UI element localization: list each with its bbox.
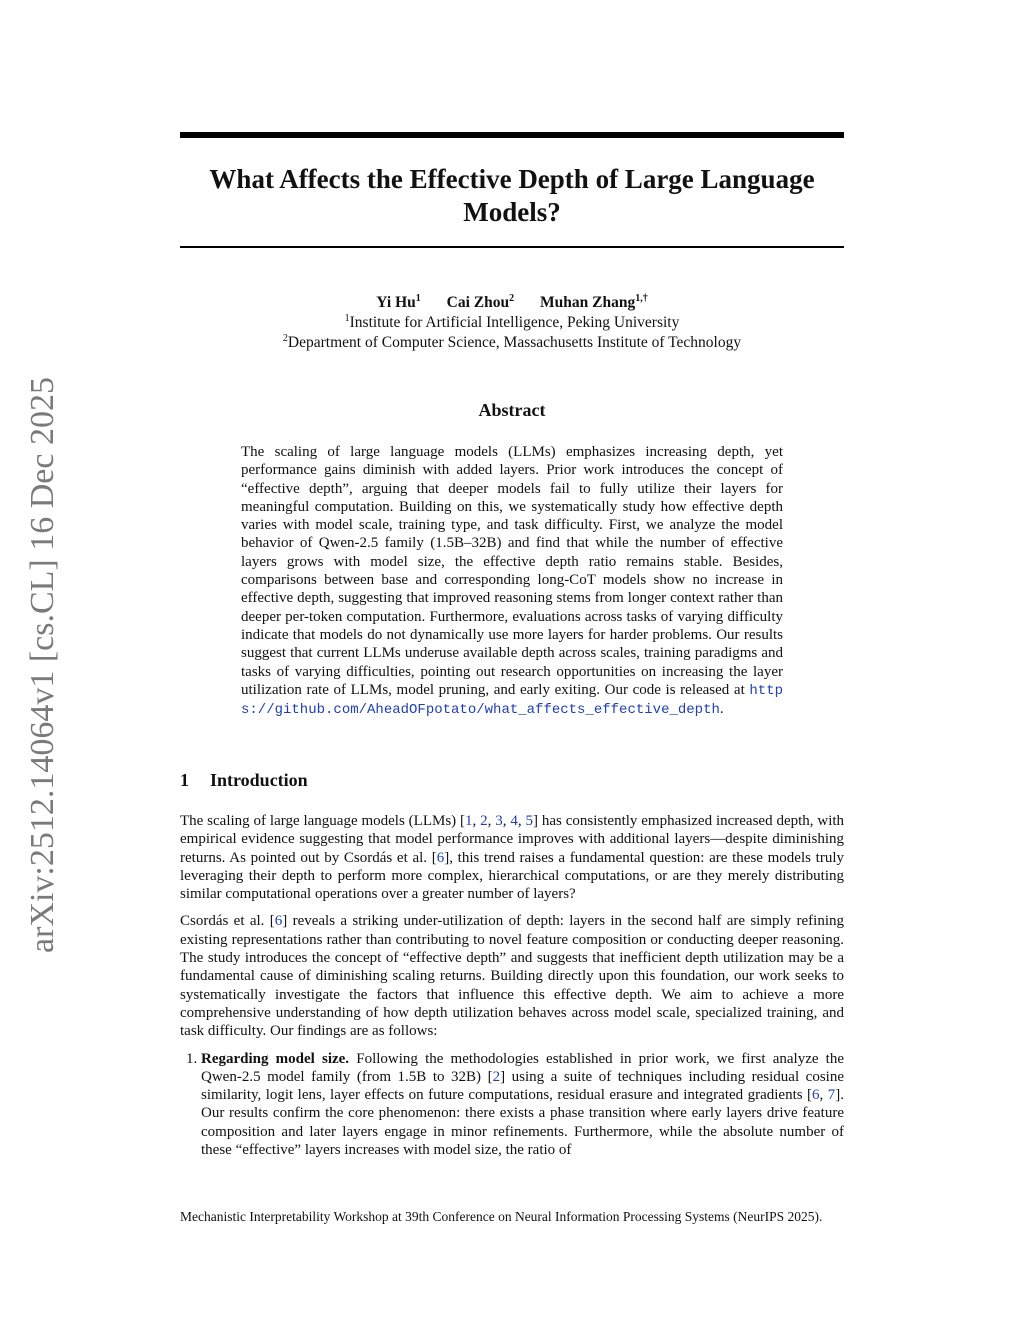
citation-link[interactable]: 6	[812, 1087, 820, 1104]
author-list	[180, 293, 844, 313]
abstract-heading: Abstract	[478, 400, 546, 420]
list-item-label: Regarding model size.	[201, 1050, 350, 1067]
paper-title	[160, 163, 864, 229]
title-top-rule	[180, 132, 844, 138]
code-repository-link[interactable]: https://github.com/AheadOFpotato/what_affects_effective_depth	[241, 682, 783, 719]
arxiv-sidebar-stamp: arXiv:2512.14064v1 [cs.CL] 16 Dec 2025	[24, 377, 61, 954]
introduction-body	[180, 812, 844, 1159]
section-heading	[180, 770, 308, 791]
citation-link[interactable]: 2	[480, 813, 488, 829]
citation-link[interactable]: 2	[492, 1068, 501, 1085]
findings-list	[180, 1050, 844, 1160]
author-block	[180, 293, 844, 353]
citation-link[interactable]: 6	[436, 849, 445, 866]
citation-link[interactable]: 6	[274, 913, 283, 930]
author: Yi Hu$^1$	[376, 292, 421, 311]
title-line-1: What Affects the Effective Depth of Large Language	[209, 164, 815, 194]
abstract-text: The scaling of large language models (LLMs) emphasizes increasing depth, yet performance gains diminish with added layers. Prior work introduces the concept of “effective depth”, arguing that deeper models fail to fully utilize their layers for meaningful computation. Building on this, we systematically study how effective depth varies with model scale, training type, and task difficulty. First, we analyze the model behavior of Qwen-2.5 family (1.5B–32B) and find that while the number of effective layers grows with model size, the effective depth ratio remains stable. Besides, comparisons between base and corresponding long-CoT models show no increase in effective depth, suggesting that improved reasoning stems from longer context rather than deeper per-token computation. Furthermore, evaluations across tasks of varying difficulty indicate that models do not dynamically use more layers for harder problems. Our results suggest that current LLMs underuse available depth across scales, training paradigms and tasks of varying difficulties, pointing out research opportunities on increasing the layer utilization rate of LLMs, model pruning, and early exiting. Our code is released at https://github.com/AheadOFpotato/what_affects_effective_depth.	[241, 444, 783, 719]
title-bottom-rule	[180, 246, 844, 248]
citation-link[interactable]: 3	[495, 813, 503, 829]
title-line-2: Models?	[463, 197, 561, 227]
list-item: 1. Regarding model size. Following the methodologies established in prior work, we first analyze the Qwen-2.5 model family (from 1.5B to 32B) [2] using a suite of techniques including residual cosine similarity, logit lens, layer effects on future computations, residual erasure and integrated gradients [6, 7]. Our results confirm the core phenomenon: there exists a phase transition where early layers drive feature composition and later layers engage in minor refinements. Furthermore, while the absolute number of these “effective” layers increases with model size, the ratio of	[201, 1050, 844, 1160]
section-number: 1	[180, 770, 189, 790]
venue-footnote: Mechanistic Interpretability Workshop at 39th Conference on Neural Information Processing Systems (NeurIPS 2025).	[180, 1209, 823, 1224]
citation-link[interactable]: 7	[827, 1087, 836, 1104]
author: Cai Zhou$^2$	[446, 292, 515, 311]
author: Muhan Zhang$^{1,\dagger}$	[540, 292, 648, 311]
affiliation: $^1$Institute for Artificial Intelligence, Peking University	[344, 312, 680, 331]
citation-link[interactable]: 1	[465, 813, 473, 829]
citation-link[interactable]: 5	[525, 813, 534, 829]
paragraph: The scaling of large language models (LLMs) [1, 2, 3, 4, 5] has consistently emphasized increased depth, with empirical evidence suggesting that model performance improves with additional layers—despite diminishing returns. As pointed out by Csordás et al. [6], this trend raises a fundamental question: are these models truly leveraging their depth to perform more complex, hierarchical computations, or are they merely distributing similar computational operations over a greater number of layers?	[180, 813, 845, 903]
section-title: Introduction	[210, 770, 308, 790]
citation-link[interactable]: 4	[510, 813, 518, 829]
paragraph: Csordás et al. [6] reveals a striking under-utilization of depth: layers in the second half are simply refining existing representations rather than contributing to novel feature composition or conducting deeper reasoning. The study introduces the concept of “effective depth” and suggests that inefficient depth utilization may be a fundamental cause of diminishing scaling returns. Building directly upon this foundation, our work seeks to systematically investigate the factors that influence this effective depth. We aim to achieve a more comprehensive understanding of how depth utilization behaves across model scale, specialized training, and task difficulty. Our findings are as follows:	[180, 913, 845, 1040]
affiliation: $^2$Department of Computer Science, Massachusetts Institute of Technology	[282, 332, 742, 351]
